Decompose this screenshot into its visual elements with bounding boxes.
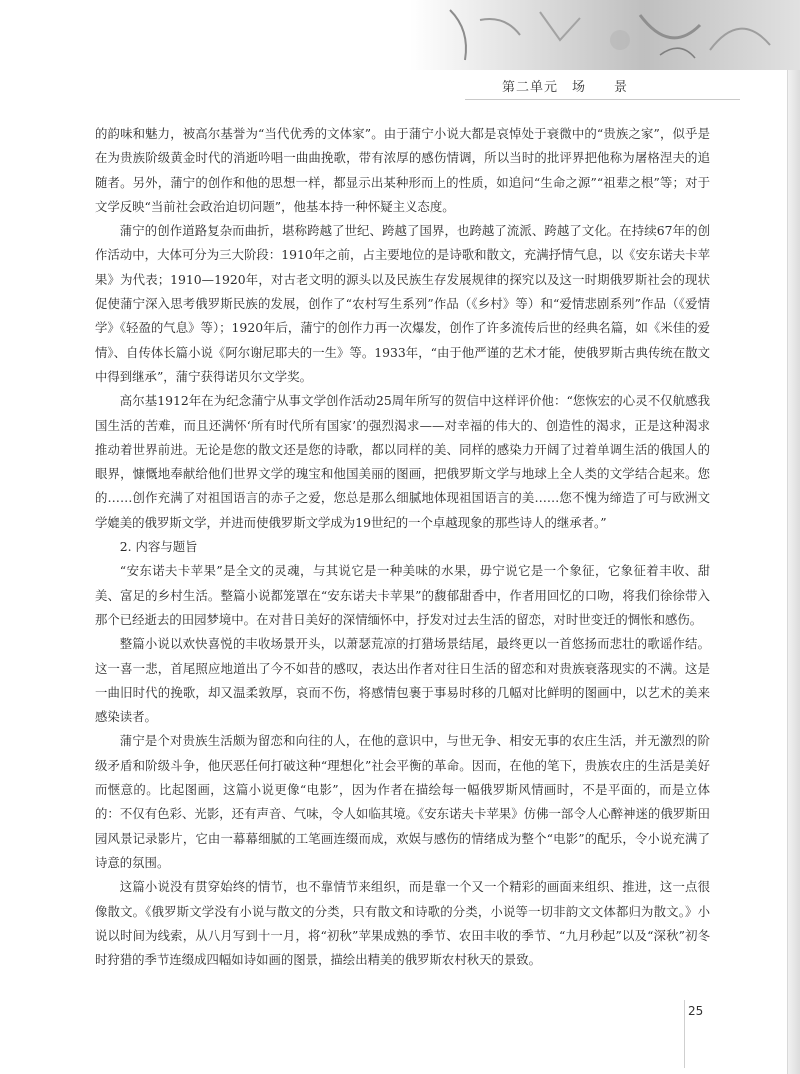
paragraph: 整篇小说以欢快喜悦的丰收场景开头，以萧瑟荒凉的打猎场景结尾，最终更以一首悠扬而悲壮的歌谣作结。这一喜一悲，首尾照应地道出了今不如昔的感叹，表达出作者对往日生活的留恋和对贵族衰落现实的不满。这是一曲旧时代的挽歌，却又温柔敦厚，哀而不伤，将感情包裹于事易时移的几幅对比鲜明的图画中，以艺术的美来感染读者。 — [95, 636, 710, 725]
page-number-divider — [684, 1000, 685, 1068]
page-number: 25 — [688, 1004, 704, 1018]
section-heading: 2. 内容与题旨 — [119, 539, 198, 555]
body-text — [95, 122, 710, 972]
unit-title: 第二单元 场 景 — [502, 80, 629, 95]
paragraph: 蒲宁是个对贵族生活颇为留恋和向往的人，在他的意识中，与世无争、相安无事的农庄生活，并无激烈的阶级矛盾和阶级斗争，他厌恶任何打破这种“理想化”社会平衡的革命。因而，在他的笔下，贵族农庄的生活是美好而惬意的。比起图画，这篇小说更像“电影”，因为作者在描绘每一幅俄罗斯风情画时，不是平面的，而是立体的：不仅有色彩、光影，还有声音、气味，令人如临其境。《安东诺夫卡苹果》仿佛一部令人心醉神迷的俄罗斯田园风景记录影片，它由一幕幕细腻的工笔画连缀而成，欢娱与感伤的情绪成为整个“电影”的配乐，令小说充满了诗意的氛围。 — [95, 733, 710, 870]
paragraph: 蒲宁的创作道路复杂而曲折，堪称跨越了世纪、跨越了国界，也跨越了流派、跨越了文化。在持续67年的创作活动中，大体可分为三大阶段：1910年之前，占主要地位的是诗歌和散文，充满抒情气息，以《安东诺夫卡苹果》为代表；1910—1920年，对古老文明的源头以及民族生存发展规律的探究以及这一时期俄罗斯社会的现状促使蒲宁深入思考俄罗斯民族的发展，创作了“农村写生系列”作品（《乡村》等）和“爱情悲剧系列”作品（《爱情学》《轻盈的气息》等）；1920年后，蒲宁的创作力再一次爆发，创作了许多流传后世的经典名篇，如《米佳的爱情》、自传体长篇小说《阿尔谢尼耶夫的一生》等。1933年，“由于他严谨的艺术才能，使俄罗斯古典传统在散文中得到继承”，蒲宁获得诺贝尔文学奖。 — [95, 223, 710, 384]
paragraph: “安东诺夫卡苹果”是全文的灵魂，与其说它是一种美味的水果，毋宁说它是一个象征，它象征着丰收、甜美、富足的乡村生活。整篇小说都笼罩在“安东诺夫卡苹果”的馥郁甜香中，作者用回忆的口吻，将我们徐徐带入那个已经逝去的田园梦境中。在对昔日美好的深情缅怀中，抒发对过去生活的留恋，对时世变迁的惆怅和感伤。 — [95, 563, 710, 627]
ink-painting-illustration — [410, 0, 800, 70]
paragraph: 这篇小说没有贯穿始终的情节，也不靠情节来组织，而是靠一个又一个精彩的画面来组织、推进，这一点很像散文。《俄罗斯文学没有小说与散文的分类，只有散文和诗歌的分类，小说等一切非韵文文体都归为散文。》小说以时间为线索，从八月写到十一月，将“初秋”苹果成熟的季节、农田丰收的季节、“九月秒起”以及“深秋”初冬时狩猎的季节连缀成四幅如诗如画的图景，描绘出精美的俄罗斯农村秋天的景致。 — [95, 879, 710, 968]
paragraph: 高尔基1912年在为纪念蒲宁从事文学创作活动25周年所写的贺信中这样评价他：“您恢宏的心灵不仅航感我国生活的苦难，而且还满怀‘所有时代所有国家’的强烈渴求——对幸福的伟大的、创造性的渴求，正是这种渴求推动着世界前进。无论是您的散文还是您的诗歌，都以同样的美、同样的感染力开阔了过着单调生活的俄国人的眼界，慷慨地奉献给他们世界文学的瑰宝和他国美丽的图画，把俄罗斯文学与地球上全人类的文学结合起来。您的……创作充满了对祖国语言的赤子之爱，您总是那么细腻地体现祖国语言的美……您不愧为缔造了可与欧洲文学媲美的俄罗斯文学，并进而使俄罗斯文学成为19世纪的一个卓越现象的那些诗人的继承者。” — [95, 393, 710, 530]
right-margin-bar — [788, 70, 800, 1074]
header-ink-painting — [410, 0, 800, 70]
header-divider — [465, 99, 740, 100]
paragraph: 的韵味和魅力，被高尔基誉为“当代优秀的文体家”。由于蒲宁小说大都是哀悼处于衰微中的“贵族之家”，似乎是在为贵族阶级黄金时代的消逝吟唱一曲曲挽歌，带有浓厚的感伤情调，所以当时的批评界把他称为屠格涅夫的追随者。另外，蒲宁的创作和他的思想一样，都显示出某种形而上的性质，如追问“生命之源”“祖辈之根”等；对于文学反映“当前社会政治迫切问题”，他基本持一种怀疑主义态度。 — [95, 126, 710, 214]
